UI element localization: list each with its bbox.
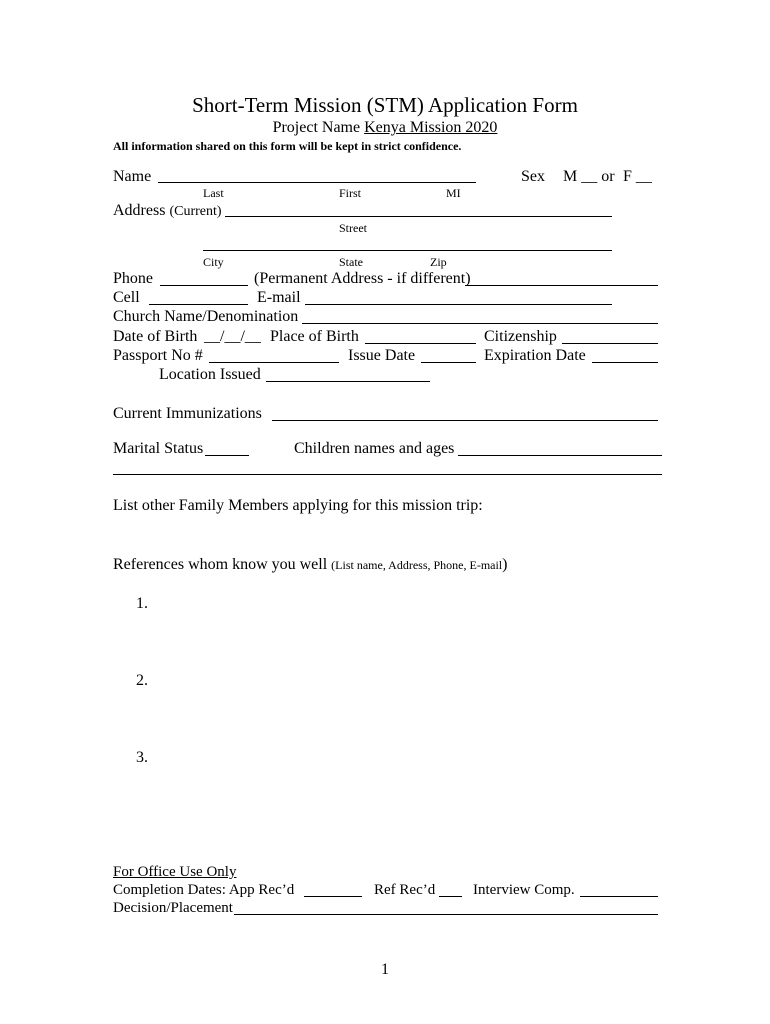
marital-status-label: Marital Status xyxy=(113,440,204,457)
immunizations-line[interactable] xyxy=(272,420,658,421)
expiration-date-line[interactable] xyxy=(592,362,658,363)
dob-label: Date of Birth xyxy=(113,328,198,345)
office-use-heading: For Office Use Only xyxy=(113,864,237,880)
reference-item: 1. xyxy=(136,595,148,612)
address-sublabel-state: State xyxy=(339,255,363,269)
reference-item: 2. xyxy=(136,672,148,689)
citizenship-line[interactable] xyxy=(562,343,658,344)
project-label: Project Name xyxy=(272,119,361,136)
interview-comp-label: Interview Comp. xyxy=(473,882,575,898)
interview-comp-line[interactable] xyxy=(580,896,658,897)
address-sublabel-zip: Zip xyxy=(430,255,447,269)
cell-line[interactable] xyxy=(149,304,248,305)
children-line[interactable] xyxy=(458,455,662,456)
cell-label: Cell xyxy=(113,289,140,306)
sex-label: Sex xyxy=(521,168,545,185)
form-title: Short-Term Mission (STM) Application Form xyxy=(192,93,578,117)
address-sublabel-street: Street xyxy=(339,221,367,235)
phone-line[interactable] xyxy=(160,285,248,286)
sex-m-option[interactable]: M __ or xyxy=(563,168,615,185)
children-continuation-line[interactable] xyxy=(113,474,662,475)
project-value: Kenya Mission 2020 xyxy=(364,119,498,136)
issue-date-label: Issue Date xyxy=(348,347,416,364)
passport-label: Passport No # xyxy=(113,347,203,364)
church-label: Church Name/Denomination xyxy=(113,308,299,325)
address-sublabel-city: City xyxy=(203,255,224,269)
expiration-date-label: Expiration Date xyxy=(484,347,586,364)
pob-line[interactable] xyxy=(365,343,476,344)
name-sublabel-mi: MI xyxy=(446,186,461,200)
address-city-line[interactable] xyxy=(203,250,612,251)
name-sublabel-first: First xyxy=(339,186,362,200)
name-line[interactable] xyxy=(158,182,476,183)
confidentiality-note: All information shared on this form will be kept in strict confidence. xyxy=(113,139,462,153)
address-label: Address (Current) xyxy=(113,202,222,219)
children-label: Children names and ages xyxy=(294,440,455,457)
passport-line[interactable] xyxy=(209,362,339,363)
email-label: E-mail xyxy=(257,289,301,306)
phone-label: Phone xyxy=(113,270,153,287)
decision-placement-line[interactable] xyxy=(234,914,658,915)
address-street-line[interactable] xyxy=(225,216,612,217)
citizenship-label: Citizenship xyxy=(484,328,557,345)
name-label: Name xyxy=(113,168,152,185)
permanent-address-line[interactable] xyxy=(465,285,658,286)
name-sublabel-last: Last xyxy=(203,186,224,200)
family-members-label: List other Family Members applying for this mission trip: xyxy=(113,497,483,514)
location-issued-line[interactable] xyxy=(266,381,430,382)
email-line[interactable] xyxy=(305,304,612,305)
dob-field[interactable]: __/__/__ xyxy=(204,328,261,345)
references-label: References whom know you well (List name, Address, Phone, E-mail) xyxy=(113,556,508,573)
marital-status-line[interactable] xyxy=(205,455,249,456)
reference-item: 3. xyxy=(136,749,148,766)
immunizations-label: Current Immunizations xyxy=(113,405,262,422)
page-number: 1 xyxy=(381,961,389,978)
app-received-line[interactable] xyxy=(304,896,362,897)
decision-placement-label: Decision/Placement xyxy=(113,900,233,916)
app-received-label: Completion Dates: App Rec’d xyxy=(113,882,295,898)
issue-date-line[interactable] xyxy=(421,362,476,363)
permanent-address-label: (Permanent Address - if different) xyxy=(254,270,471,287)
ref-received-label: Ref Rec’d xyxy=(374,882,436,898)
church-line[interactable] xyxy=(302,323,658,324)
project-name xyxy=(0,119,770,137)
location-issued-label: Location Issued xyxy=(159,366,261,383)
sex-f-option[interactable]: F __ xyxy=(623,168,652,185)
ref-received-line[interactable] xyxy=(439,896,462,897)
pob-label: Place of Birth xyxy=(270,328,359,345)
